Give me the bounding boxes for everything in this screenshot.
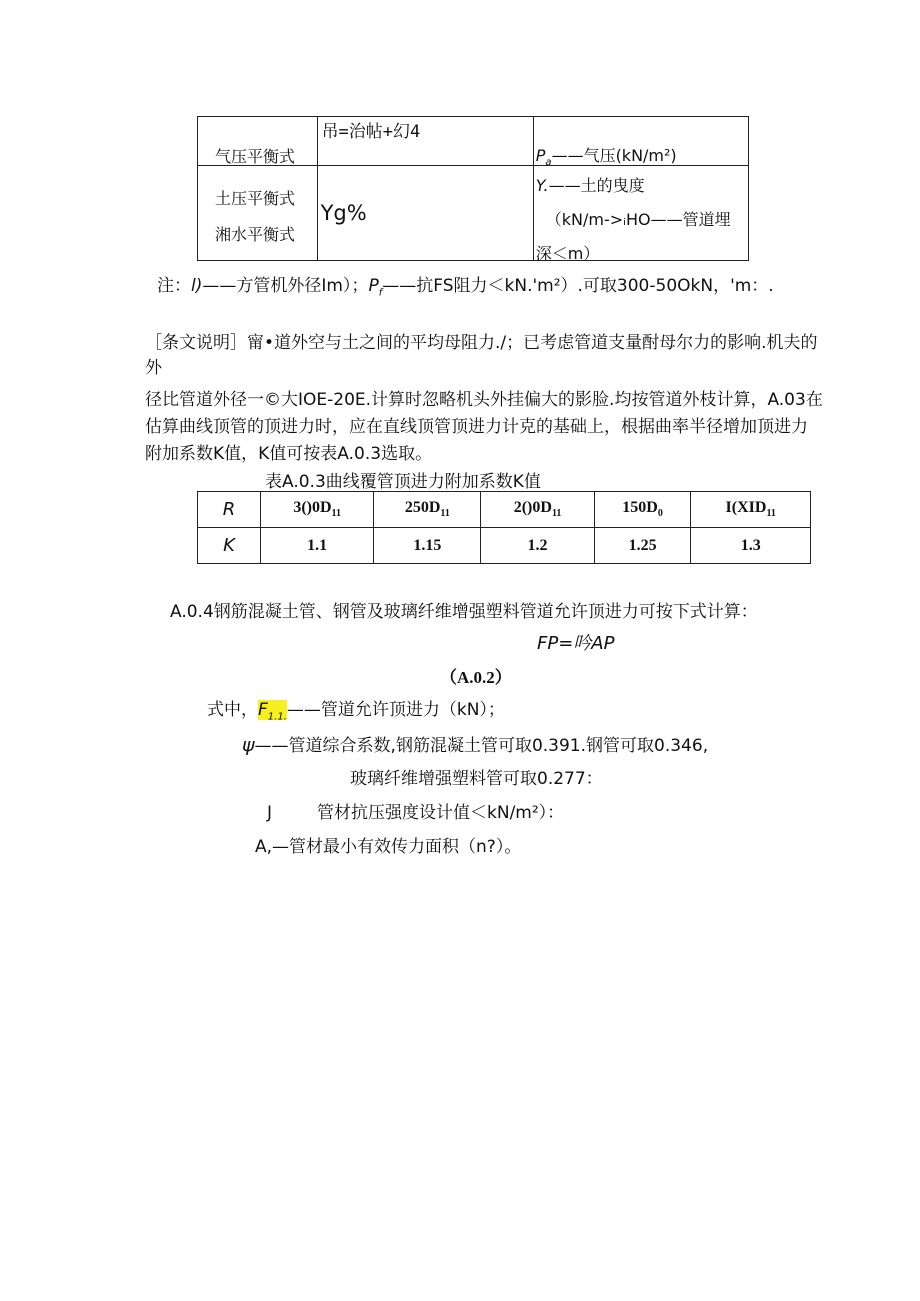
f-subscript: 1.1. bbox=[267, 711, 287, 723]
table-note bbox=[157, 271, 774, 298]
where-line-a: A,—管材最小有效传力面积（n?）。 bbox=[255, 837, 522, 857]
k-value-cell: 1.2 bbox=[481, 528, 594, 564]
r-value-cell bbox=[594, 492, 691, 528]
where-line-psi bbox=[242, 731, 708, 756]
table-row bbox=[198, 492, 811, 528]
earth-pressure-formula: Yg% bbox=[320, 201, 367, 225]
r-value: 250D bbox=[404, 499, 441, 517]
k-row-label: K bbox=[198, 528, 261, 564]
r-value: 2()0D bbox=[513, 499, 552, 517]
explain-line-1: ［条文说明］甯•道外空与土之间的平均母阻力./；已考虑管道支量酎母尔力的影响.机夫的 bbox=[145, 333, 818, 353]
k-value-table bbox=[197, 491, 811, 564]
table-row bbox=[198, 528, 811, 564]
r-value-cell bbox=[374, 492, 481, 528]
r-value-sub: 11 bbox=[766, 508, 776, 520]
r-value-sub: 11 bbox=[440, 508, 450, 520]
where-line-j bbox=[267, 798, 564, 823]
where-line-f bbox=[207, 695, 505, 722]
pressure-balance-table bbox=[197, 116, 749, 261]
pa-desc-text: ——气压(kN/m²) bbox=[551, 146, 677, 165]
note-symbol-pf-sub: f bbox=[378, 287, 383, 299]
earth-pressure-label: 土压平衡式 bbox=[215, 189, 296, 208]
r-value-cell bbox=[481, 492, 594, 528]
k-value-cell: 1.25 bbox=[594, 528, 691, 564]
y-desc-text: ——土的曳度 bbox=[548, 176, 645, 195]
soil-density-desc bbox=[536, 173, 645, 196]
table2-caption: 表A.0.3曲线覆管顶进力附加系数K值 bbox=[265, 472, 541, 492]
explain-line-2: 外 bbox=[145, 358, 162, 378]
table1-row1-desc-cell bbox=[533, 117, 748, 169]
air-pressure-formula: 吊=治帖+幻4 bbox=[321, 122, 421, 142]
table1-row2-label-cell bbox=[198, 166, 318, 261]
r-value-cell bbox=[261, 492, 374, 528]
r-value-sub: 11 bbox=[331, 508, 341, 520]
k-value-cell: 1.1 bbox=[261, 528, 374, 564]
note-prefix: 注： bbox=[157, 276, 191, 296]
r-value: 3()0D bbox=[293, 499, 332, 517]
r-row-label: R bbox=[198, 492, 261, 528]
explain-line-3: 径比管道外径一©大IOE-20E.计算时忽略机头外挂偏大的影脸.均按管道外枝计算，A.03在 bbox=[145, 390, 823, 410]
section-heading: A.0.4钢筋混凝土管、钢管及玻璃纤维增强塑料管道允许顶进力可按下式计算： bbox=[170, 602, 758, 622]
j-desc: 管材抗压强度设计值＜kN/m²）： bbox=[317, 803, 565, 823]
where-prefix: 式中， bbox=[207, 700, 258, 720]
table1-row2-desc-cell bbox=[533, 166, 748, 261]
pa-subscript: a bbox=[545, 157, 552, 169]
table1-row1-label-cell bbox=[198, 117, 318, 166]
psi-symbol: ψ bbox=[242, 734, 255, 756]
note-symbol-d: l) bbox=[191, 276, 203, 296]
y-symbol: Y. bbox=[535, 176, 549, 195]
k-value-cell: 1.3 bbox=[691, 528, 811, 564]
pa-symbol: P bbox=[535, 146, 546, 165]
f-symbol: F bbox=[258, 700, 268, 720]
r-value-sub: 11 bbox=[551, 508, 562, 520]
psi-desc-continued: 玻璃纤维增强塑料管可取0.277： bbox=[350, 769, 603, 789]
j-symbol: J bbox=[267, 803, 273, 823]
slurry-balance-label: 湘水平衡式 bbox=[215, 225, 296, 244]
f-symbol-highlight bbox=[258, 700, 287, 723]
pipe-depth-desc-cont: 深＜m） bbox=[535, 244, 600, 263]
note-text-1: ——方管机外径Im）； bbox=[202, 276, 369, 296]
table1-row2-formula-cell bbox=[317, 166, 533, 261]
pipe-depth-desc: （kN/m->ᵢHO——管道埋 bbox=[545, 210, 731, 229]
r-value: I(XID bbox=[725, 499, 767, 517]
r-value: 150D bbox=[622, 499, 658, 517]
r-value-cell bbox=[691, 492, 811, 528]
equation-number: （A.0.2） bbox=[440, 668, 512, 687]
explain-line-5: 附加系数K值，K值可按表A.0.3选取。 bbox=[145, 444, 433, 464]
air-pressure-desc bbox=[536, 143, 677, 168]
psi-desc: ——管道综合系数,钢筋混凝土管可取0.391.钢管可取0.346, bbox=[254, 736, 709, 756]
r-value-sub: 0 bbox=[657, 508, 663, 520]
explain-line-4: 估算曲线顶管的顶进力时，应在直线顶管顶进力计克的基础上，根据曲率半径增加顶进力 bbox=[145, 417, 808, 437]
note-symbol-pf: P bbox=[368, 276, 379, 296]
f-desc: ——管道允许顶进力（kN）； bbox=[286, 700, 505, 720]
table1-row1-formula-cell bbox=[317, 117, 533, 166]
allowable-force-formula: FP=吟AP bbox=[537, 633, 615, 654]
k-value-cell: 1.15 bbox=[374, 528, 481, 564]
air-pressure-label: 气压平衡式 bbox=[215, 147, 296, 166]
note-text-2: ——抗FS阻力＜kN.'m²）.可取300-50OkN，'m：. bbox=[382, 276, 774, 296]
